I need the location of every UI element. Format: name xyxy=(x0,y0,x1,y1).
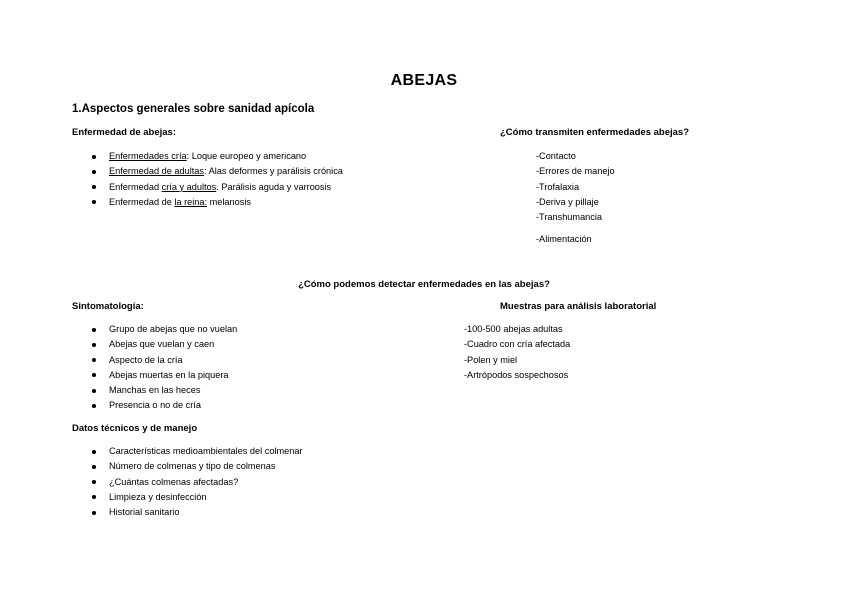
list-item: Manchas en las heces xyxy=(109,383,237,398)
heading-muestras: Muestras para análisis laboratorial xyxy=(500,301,657,312)
item-text: Enfermedad xyxy=(109,181,162,192)
muestras-list xyxy=(464,322,570,383)
list-item xyxy=(109,180,343,195)
heading-transmision: ¿Cómo transmiten enfermedades abejas? xyxy=(500,127,689,138)
list-item xyxy=(109,149,343,164)
list-item: Características medioambientales del colmenar xyxy=(109,444,303,459)
transmision-list xyxy=(536,149,615,225)
list-item: -Cuadro con cría afectada xyxy=(464,339,571,350)
list-item: -Trofalaxia xyxy=(536,181,580,192)
underlined-term: cría y adultos xyxy=(161,181,217,192)
item-text: Enfermedad de xyxy=(109,196,175,207)
section-heading-aspectos: 1.Aspectos generales sobre sanidad apícola xyxy=(72,103,315,115)
datos-list xyxy=(109,444,303,520)
list-item xyxy=(109,195,343,210)
underlined-term: la reina: xyxy=(174,196,208,207)
list-item: Presencia o no de cría xyxy=(109,398,237,413)
list-item: -Polen y miel xyxy=(464,354,518,365)
list-item: Grupo de abejas que no vuelan xyxy=(109,322,237,337)
list-item: ¿Cuántas colmenas afectadas? xyxy=(109,475,303,490)
item-text: : Alas deformes y parálisis crónica xyxy=(204,166,343,177)
item-text: : Loque europeo y americano xyxy=(186,151,307,161)
list-item: -Errores de manejo xyxy=(536,166,615,177)
list-item: Abejas muertas en la piquera xyxy=(109,368,237,383)
list-item: -100-500 abejas adultas xyxy=(464,324,563,334)
list-item: -Artrópodos sospechosos xyxy=(464,369,569,380)
list-item: -Contacto xyxy=(536,151,576,161)
list-item: -Deriva y pillaje xyxy=(536,196,599,207)
list-item xyxy=(109,164,343,179)
transmision-extra: -Alimentación xyxy=(536,234,592,244)
sintomatologia-list xyxy=(109,322,237,414)
page-title: ABEJAS xyxy=(390,72,458,89)
underlined-term: Enfermedad de adultas xyxy=(109,166,205,177)
item-text: melanosis xyxy=(207,196,251,207)
list-item: Aspecto de la cría xyxy=(109,353,237,368)
list-item: Abejas que vuelan y caen xyxy=(109,337,237,352)
heading-enfermedad: Enfermedad de abejas: xyxy=(72,127,177,138)
list-item: Limpieza y desinfección xyxy=(109,490,303,505)
underlined-term: Enfermedades cría xyxy=(109,151,187,161)
enfermedad-list xyxy=(109,149,343,210)
list-item: -Transhumancia xyxy=(536,212,603,223)
list-item: Número de colmenas y tipo de colmenas xyxy=(109,459,303,474)
heading-datos: Datos técnicos y de manejo xyxy=(72,423,198,434)
heading-sintomatologia: Sintomatología: xyxy=(72,301,144,312)
item-text: . Parálisis aguda y varroosis xyxy=(216,181,332,192)
list-item: Historial sanitario xyxy=(109,505,303,520)
section-heading-detectar: ¿Cómo podemos detectar enfermedades en las abejas? xyxy=(298,279,550,290)
